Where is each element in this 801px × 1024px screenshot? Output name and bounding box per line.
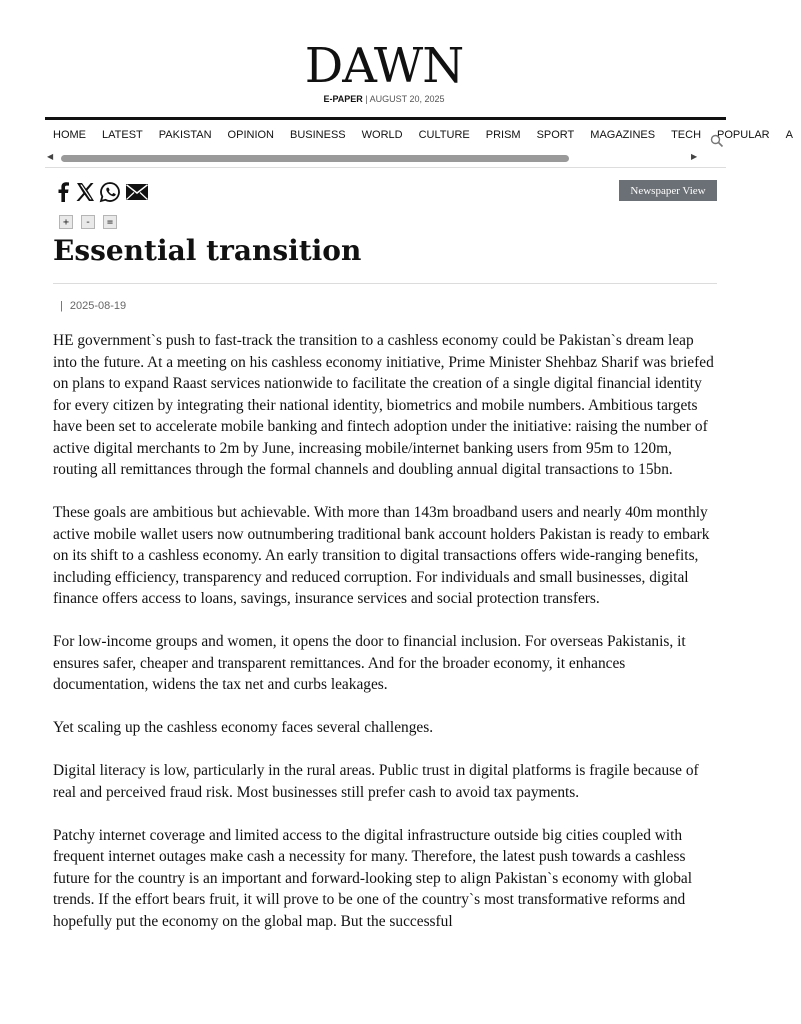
nav-item-prism[interactable]: PRISM (485, 129, 521, 141)
nav-items (45, 129, 793, 141)
article-paragraph: Yet scaling up the cashless economy faces several challenges. (53, 719, 434, 736)
font-size-controls (59, 215, 117, 229)
email-icon[interactable] (125, 183, 149, 201)
search-icon[interactable] (710, 134, 724, 148)
article-paragraph: These goals are ambitious but achievable. With more than 143m broadband users and nearly 40m monthly active mobile wallet users now outnumbering traditional bank account holders Pakistan is ready to embark on its shift to a cashless economy. An early transition to digital transactions offers wide-ranging benefits, including efficiency, transparency and reduced corruption. For individuals and small businesses, digital finance offers access to loans, savings, insurance services and social protection transfers. (53, 504, 710, 607)
main-navigation (45, 117, 793, 166)
whatsapp-icon[interactable] (99, 181, 121, 203)
article-paragraph: Digital literacy is low, particularly in the rural areas. Public trust in digital platforms is fragile because of real and perceived fraud risk. Most businesses still prefer cash to avoid tax payments. (53, 762, 699, 801)
font-increase-button[interactable]: + (59, 215, 73, 229)
nav-item-a[interactable]: A (785, 129, 793, 141)
nav-item-latest[interactable]: LATEST (102, 129, 143, 141)
article-paragraph: Patchy internet coverage and limited access to the digital infrastructure outside big cities coupled with frequent internet outages make cash a necessity for many. Therefore, the latest push towards a cashless future for the country is an important and forward-looking step to align Pakistan`s economy with global trends. If the effort bears fruit, it will prove to be one of the country`s most transformative reforms and hopefully put the economy on the global map. But the successful (53, 826, 692, 930)
dawn-logo[interactable]: DAWN (304, 38, 464, 94)
font-reset-button[interactable]: = (103, 215, 117, 229)
article-paragraph: HE government`s push to fast-track the transition to a cashless economy could be Pakistan`s dream leap into the future. At a meeting on his cashless economy initiative, Prime Minister Shehbaz Sharif was briefed on plans to expand Raast services nationwide to facilitate the creation of a single digital financial identity for every citizen by integrating their national identity, biometrics and mobile numbers. Ambitious targets have been set to accelerate mobile banking and fintech adoption under the initiative: raising the number of active digital merchants to 2m by June, increasing mobile/internet banking users from 95m to 120m, routing all remittances through the formal channels and doubling annual digital transactions to 15bn. (53, 332, 714, 478)
masthead (0, 0, 768, 104)
nav-item-popular[interactable]: POPULAR (717, 129, 770, 141)
article-body (53, 330, 719, 954)
nav-item-home[interactable]: HOME (53, 129, 86, 141)
nav-item-sport[interactable]: SPORT (536, 129, 575, 141)
x-icon[interactable] (75, 182, 95, 202)
scroll-left-arrow-icon[interactable]: ◀ (47, 152, 54, 161)
share-bar (55, 181, 149, 203)
article-title: Essential transition (53, 234, 362, 267)
dateline-separator: | (60, 300, 63, 312)
nav-divider (45, 167, 726, 168)
nav-item-world[interactable]: WORLD (361, 129, 403, 141)
scrollbar-thumb[interactable] (61, 155, 569, 162)
article-date: 2025-08-19 (69, 300, 127, 312)
scroll-right-arrow-icon[interactable]: ▶ (691, 152, 698, 161)
nav-item-opinion[interactable]: OPINION (227, 129, 274, 141)
title-divider (53, 283, 717, 284)
nav-item-tech[interactable]: TECH (671, 129, 702, 141)
article-dateline (60, 300, 126, 312)
edition-label: E-PAPER (323, 94, 363, 104)
facebook-icon[interactable] (55, 182, 71, 202)
nav-item-culture[interactable]: CULTURE (418, 129, 470, 141)
edition-line: E-PAPER | AUGUST 20, 2025 (323, 94, 445, 104)
nav-scrollbar[interactable] (45, 150, 726, 166)
nav-item-pakistan[interactable]: PAKISTAN (158, 129, 212, 141)
article-paragraph: For low-income groups and women, it opens the door to financial inclusion. For overseas Pakistanis, it ensures safer, cheaper and transparent remittances. And for the broader economy, it enhances documentation, widens the tax net and curbs leakages. (53, 633, 686, 693)
nav-item-magazines[interactable]: MAGAZINES (590, 129, 656, 141)
font-decrease-button[interactable]: - (81, 215, 95, 229)
edition-date: AUGUST 20, 2025 (369, 94, 445, 104)
nav-item-business[interactable]: BUSINESS (290, 129, 346, 141)
newspaper-view-button[interactable]: Newspaper View (619, 180, 717, 201)
